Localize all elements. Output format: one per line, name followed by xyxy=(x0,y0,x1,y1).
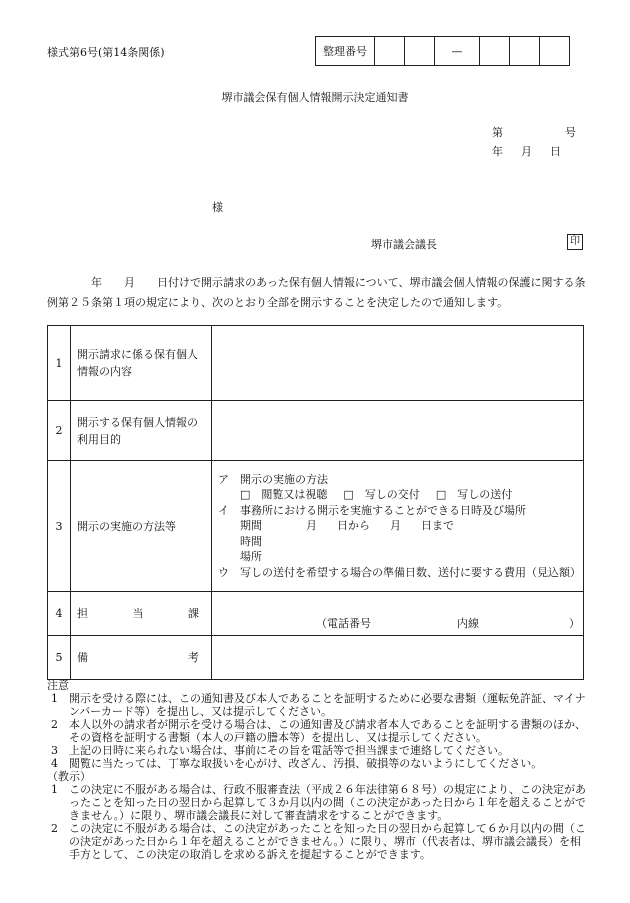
table-row xyxy=(48,326,584,401)
instruction-heading: （教示） xyxy=(47,770,91,783)
option-view: □ 閲覧又は視聴 xyxy=(240,488,328,502)
number-suffix: 号 xyxy=(565,126,576,139)
ref-digit-cell xyxy=(510,37,540,66)
ref-digit-cell xyxy=(375,37,405,66)
phone-close: ） xyxy=(569,616,580,630)
option-copy-mail: □ 写しの送付 xyxy=(435,488,513,502)
reference-number-box xyxy=(315,36,570,66)
period-from: 日から xyxy=(337,519,370,533)
phone-extension: 内線 xyxy=(457,616,479,630)
disclosure-table xyxy=(47,325,584,680)
date-year: 年 xyxy=(492,145,503,158)
ref-number-label: 整理番号 xyxy=(316,37,375,66)
note-item: 1 開示を受ける際には、この通知書及び本人であることを証明するために必要な書類（運転免許証、マイナンバーカード等）を提出し、又は提示してください。 xyxy=(51,692,586,718)
row-number: 3 xyxy=(48,461,71,592)
form-number: 様式第6号(第14条関係) xyxy=(47,46,165,59)
method-i-text: 事務所における開示を実施することができる日時及び場所 xyxy=(240,503,526,517)
notes-heading: 注意 xyxy=(47,679,69,692)
document-number-line xyxy=(492,124,576,140)
phone-open: （電話番号 xyxy=(316,616,371,630)
label-char: 考 xyxy=(188,651,199,664)
remarks-content xyxy=(212,636,584,680)
label-char: 備 xyxy=(77,651,88,664)
ref-digit-cell xyxy=(480,37,510,66)
row-number: 5 xyxy=(48,636,71,680)
ref-digit-cell xyxy=(405,37,435,66)
row-content-purpose xyxy=(212,401,584,461)
method-mark-u: ウ xyxy=(218,565,229,579)
period-to: 日まで xyxy=(421,519,454,533)
method-mark-i: イ xyxy=(218,503,229,517)
table-row xyxy=(48,592,584,636)
department-phone xyxy=(212,592,584,636)
table-row xyxy=(48,461,584,592)
note-item: 2 本人以外の請求者が開示を受ける場合は、この通知書及び請求者本人であることを証明する書類のほか、その資格を証明する書類（本人の戸籍の謄本等）を提出し、又は提示してください。 xyxy=(51,718,586,744)
option-copy-delivery: □ 写しの交付 xyxy=(343,488,420,502)
date-day: 日 xyxy=(550,145,561,158)
period-month-end: 月 xyxy=(390,519,401,533)
row-label: 開示の実施の方法等 xyxy=(71,461,212,592)
row-number: 2 xyxy=(48,401,71,461)
row-number: 1 xyxy=(48,326,71,401)
row-label: 開示する保有個人情報の利用目的 xyxy=(71,401,212,461)
period-label: 期間 xyxy=(240,519,262,533)
row-number: 4 xyxy=(48,592,71,636)
table-row xyxy=(48,636,584,680)
ref-dash: — xyxy=(435,37,480,66)
method-a-text: 開示の実施の方法 xyxy=(240,472,328,486)
row-content-info xyxy=(212,326,584,401)
instruction-item: 2 この決定に不服がある場合は、この決定があったことを知った日の翌日から起算して６か月以内の間（この決定があった日から１年を超えることができません。）に限り、堺市（代表者は、堺市議会議長）を相手方として、この決定の取消しを求める訴えを提起することができます。 xyxy=(51,822,586,861)
row-label: 開示請求に係る保有個人情報の内容 xyxy=(71,326,212,401)
seal-mark: 印 xyxy=(567,234,583,250)
notes-section xyxy=(47,679,589,861)
row-label-department xyxy=(71,592,212,636)
number-prefix: 第 xyxy=(492,126,503,139)
place-label: 場所 xyxy=(240,550,262,564)
period-month-start: 月 xyxy=(306,519,317,533)
method-mark-a: ア xyxy=(218,472,229,486)
method-details xyxy=(212,461,584,592)
document-date-line xyxy=(492,143,561,159)
table-row xyxy=(48,401,584,461)
label-char: 課 xyxy=(188,607,199,620)
issuer-title: 堺市議会議長 xyxy=(371,238,437,251)
instruction-item: 1 この決定に不服がある場合は、行政不服審査法（平成２６年法律第６８号）の規定により、この決定があったことを知った日の翌日から起算して３か月以内の間（この決定があった日から１年を超えることができません。）に限り、堺市議会議長に対して審査請求をすることができます。 xyxy=(51,783,586,822)
addressee-suffix: 様 xyxy=(212,201,223,214)
time-label: 時間 xyxy=(240,534,262,548)
ref-digit-cell xyxy=(540,37,570,66)
label-char: 担 xyxy=(77,607,88,620)
label-char: 当 xyxy=(132,607,144,620)
date-month: 月 xyxy=(521,145,532,158)
note-item: 3 上記の日時に来られない場合は、事前にその旨を電話等で担当課まで連絡してください。 xyxy=(51,744,509,757)
method-u-text: 写しの送付を希望する場合の準備日数、送付に要する費用（見込額） xyxy=(240,565,581,579)
note-item: 4 閲覧に当たっては、丁寧な取扱いを心がけ、改ざん、汚損、破損等のないようにしてください。 xyxy=(51,757,543,770)
row-label-remarks xyxy=(71,636,212,680)
intro-paragraph: 年 月 日付けで開示請求のあった保有個人情報について、堺市議会個人情報の保護に関する条例第２５条第１項の規定により、次のとおり全部を開示することを決定したので通知します。 xyxy=(47,276,586,309)
document-title: 堺市議会保有個人情報開示決定通知書 xyxy=(221,91,409,104)
